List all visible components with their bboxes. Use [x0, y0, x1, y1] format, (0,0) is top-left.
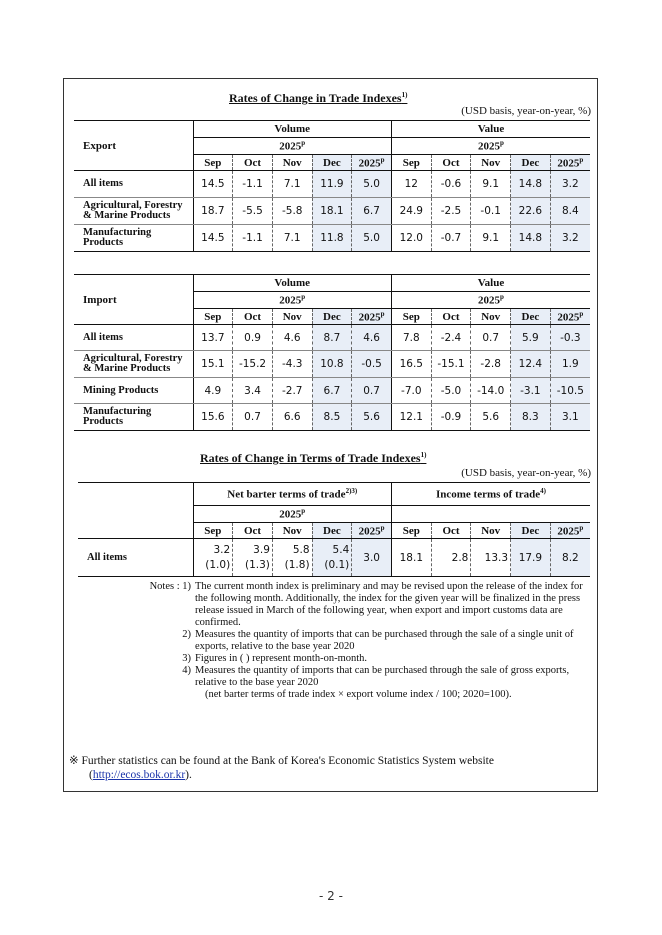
year-header: 2025$^p$	[193, 292, 391, 309]
month-header-oct: Oct	[233, 309, 273, 325]
data-cell: 3.2	[550, 171, 590, 198]
data-cell: -5.0	[431, 378, 471, 404]
terms-of-trade-title: Rates of Change in Terms of Trade Indexes$^{1)}$	[200, 451, 427, 465]
data-cell: 13.7	[193, 325, 233, 351]
row-label: All items	[74, 325, 193, 351]
table-row	[78, 539, 590, 577]
data-cell: -0.1	[471, 198, 511, 225]
data-cell: 14.8	[511, 225, 551, 252]
month-header-oct: Oct	[431, 309, 471, 325]
data-cell: -0.9	[431, 404, 471, 431]
unit-note-1: (USD basis, year-on-year, %)	[461, 105, 591, 117]
month-header-sep: Sep	[391, 523, 431, 539]
data-cell: -2.8	[471, 351, 511, 378]
data-cell: 3.9 (1.3)	[233, 539, 273, 577]
year-total-header: 2025$^p$	[352, 523, 392, 539]
data-cell: 15.1	[193, 351, 233, 378]
data-cell: 16.5	[391, 351, 431, 378]
month-header-nov: Nov	[471, 523, 511, 539]
value-header: Value	[391, 275, 590, 292]
table-row	[74, 378, 590, 404]
net-barter-header: Net barter terms of trade$^{2)3)}$	[193, 483, 391, 506]
data-cell: 7.8	[391, 325, 431, 351]
month-header-sep: Sep	[193, 523, 233, 539]
unit-note-2: (USD basis, year-on-year, %)	[461, 467, 591, 479]
data-cell: 3.2 (1.0)	[193, 539, 233, 577]
data-cell: 7.1	[272, 171, 312, 198]
row-label: Agricultural, Forestry & Marine Products	[74, 198, 193, 225]
income-terms-header: Income terms of trade$^{4)}$	[391, 483, 590, 506]
note-item: (net barter terms of trade index × export volume index / 100; 2020=100).	[205, 689, 512, 700]
data-cell: -3.1	[511, 378, 551, 404]
data-cell: 14.8	[511, 171, 551, 198]
data-cell: 4.6	[272, 325, 312, 351]
data-cell: 9.1	[471, 225, 511, 252]
export-table	[74, 120, 590, 252]
month-header-dec: Dec	[511, 155, 551, 171]
month-header-dec: Dec	[312, 523, 352, 539]
data-cell: 18.1	[312, 198, 352, 225]
row-label: All items	[78, 539, 193, 577]
data-cell: -1.1	[233, 225, 273, 252]
month-header-oct: Oct	[233, 523, 273, 539]
year-header: 2025$^p$	[193, 506, 391, 523]
data-cell: 12.0	[391, 225, 431, 252]
data-cell: 8.3	[511, 404, 551, 431]
month-header-dec: Dec	[312, 309, 352, 325]
month-header-nov: Nov	[471, 155, 511, 171]
table-row	[74, 325, 590, 351]
data-cell: 8.7	[312, 325, 352, 351]
import-table	[74, 274, 590, 431]
data-cell: 17.9	[511, 539, 551, 577]
data-cell: 5.4 (0.1)	[312, 539, 352, 577]
data-cell: 4.6	[352, 325, 392, 351]
data-cell: 9.1	[471, 171, 511, 198]
year-header: 2025$^p$	[193, 138, 391, 155]
data-cell: -0.5	[352, 351, 392, 378]
month-header-nov: Nov	[471, 309, 511, 325]
data-cell: 6.6	[272, 404, 312, 431]
value-header: Value	[391, 121, 590, 138]
data-cell: 0.7	[471, 325, 511, 351]
table-row	[74, 351, 590, 378]
data-cell: -15.1	[431, 351, 471, 378]
data-cell: 8.5	[312, 404, 352, 431]
note-item: 2) Measures the quantity of imports that can be purchased through the sale of a single unit of exports, relative to the base year 2020	[182, 629, 574, 652]
data-cell: 4.9	[193, 378, 233, 404]
month-header-oct: Oct	[431, 155, 471, 171]
data-cell: 5.0	[352, 171, 392, 198]
data-cell: -14.0	[471, 378, 511, 404]
data-cell: -0.3	[550, 325, 590, 351]
data-cell: -2.5	[431, 198, 471, 225]
data-cell: 6.7	[352, 198, 392, 225]
month-header-sep: Sep	[391, 309, 431, 325]
row-label: Agricultural, Forestry & Marine Products	[74, 351, 193, 378]
month-header-sep: Sep	[193, 155, 233, 171]
data-cell: 5.0	[352, 225, 392, 252]
year-total-header: 2025$^p$	[352, 155, 392, 171]
data-cell: -0.6	[431, 171, 471, 198]
row-label: Manufacturing Products	[74, 404, 193, 431]
data-cell: -10.5	[550, 378, 590, 404]
data-cell: -5.8	[272, 198, 312, 225]
table-row	[74, 171, 590, 198]
data-cell: -0.7	[431, 225, 471, 252]
data-cell: 8.2	[550, 539, 590, 577]
data-cell: 18.1	[391, 539, 431, 577]
data-cell: 12	[391, 171, 431, 198]
month-header-oct: Oct	[233, 155, 273, 171]
terms-of-trade-table	[78, 482, 590, 577]
year-header: 2025$^p$	[391, 138, 590, 155]
data-cell: 11.9	[312, 171, 352, 198]
month-header-nov: Nov	[272, 523, 312, 539]
footer-note: ※ Further statistics can be found at the Bank of Korea's Economic Statistics System website (http://ecos.bok.or.kr).	[69, 755, 494, 781]
row-label: Mining Products	[74, 378, 193, 404]
data-cell: -2.4	[431, 325, 471, 351]
year-total-header: 2025$^p$	[550, 155, 590, 171]
table-row	[74, 198, 590, 225]
data-cell: 11.8	[312, 225, 352, 252]
data-cell: 8.4	[550, 198, 590, 225]
page-number: - 2 -	[319, 889, 343, 903]
table-row	[74, 225, 590, 252]
data-cell: 0.7	[352, 378, 392, 404]
year-total-header: 2025$^p$	[550, 309, 590, 325]
month-header-sep: Sep	[193, 309, 233, 325]
data-cell: 5.6	[471, 404, 511, 431]
notes	[91, 581, 596, 701]
data-cell: 14.5	[193, 225, 233, 252]
data-cell: 12.1	[391, 404, 431, 431]
month-header-nov: Nov	[272, 155, 312, 171]
volume-header: Volume	[193, 275, 391, 292]
data-cell: 0.9	[233, 325, 273, 351]
data-cell: 10.8	[312, 351, 352, 378]
month-header-sep: Sep	[391, 155, 431, 171]
content-frame	[63, 78, 598, 792]
month-header-dec: Dec	[511, 523, 551, 539]
note-item: 3) Figures in ( ) represent month-on-month.	[182, 653, 368, 664]
data-cell: 24.9	[391, 198, 431, 225]
data-cell: -1.1	[233, 171, 273, 198]
volume-header: Volume	[193, 121, 391, 138]
data-cell: 3.1	[550, 404, 590, 431]
data-cell: -15.2	[233, 351, 273, 378]
data-cell: 0.7	[233, 404, 273, 431]
data-cell: 12.4	[511, 351, 551, 378]
data-cell: 14.5	[193, 171, 233, 198]
data-cell: 22.6	[511, 198, 551, 225]
import-header: Import	[74, 275, 193, 325]
month-header-dec: Dec	[511, 309, 551, 325]
year-total-header: 2025$^p$	[352, 309, 392, 325]
ecos-link[interactable]: http://ecos.bok.or.kr	[92, 769, 186, 781]
export-header: Export	[74, 121, 193, 171]
data-cell: 1.9	[550, 351, 590, 378]
year-total-header: 2025$^p$	[550, 523, 590, 539]
data-cell: -2.7	[272, 378, 312, 404]
month-header-nov: Nov	[272, 309, 312, 325]
table-row	[74, 404, 590, 431]
month-header-dec: Dec	[312, 155, 352, 171]
data-cell: 5.8 (1.8)	[272, 539, 312, 577]
data-cell: 18.7	[193, 198, 233, 225]
row-label: All items	[74, 171, 193, 198]
note-item: Notes : 1) The current month index is preliminary and may be revised upon the release of the index for the following month. Additionally, the index for the given year will be finalized in the press release issued in March of the following year, when export and import customs data are confirmed.	[149, 581, 583, 628]
data-cell: 2.8	[431, 539, 471, 577]
trade-indexes-title: Rates of Change in Trade Indexes$^{1)}$	[229, 91, 408, 105]
data-cell: 7.1	[272, 225, 312, 252]
data-cell: 15.6	[193, 404, 233, 431]
row-label: Manufacturing Products	[74, 225, 193, 252]
data-cell: 13.3	[471, 539, 511, 577]
data-cell: -5.5	[233, 198, 273, 225]
data-cell: 3.2	[550, 225, 590, 252]
month-header-oct: Oct	[431, 523, 471, 539]
data-cell: 6.7	[312, 378, 352, 404]
data-cell: -7.0	[391, 378, 431, 404]
data-cell: 5.6	[352, 404, 392, 431]
data-cell: 3.4	[233, 378, 273, 404]
data-cell: 5.9	[511, 325, 551, 351]
note-item: 4) Measures the quantity of imports that can be purchased through the sale of gross exports, relative to the base year 2020	[182, 665, 570, 688]
year-header: 2025$^p$	[391, 292, 590, 309]
data-cell: 3.0	[352, 539, 392, 577]
data-cell: -4.3	[272, 351, 312, 378]
